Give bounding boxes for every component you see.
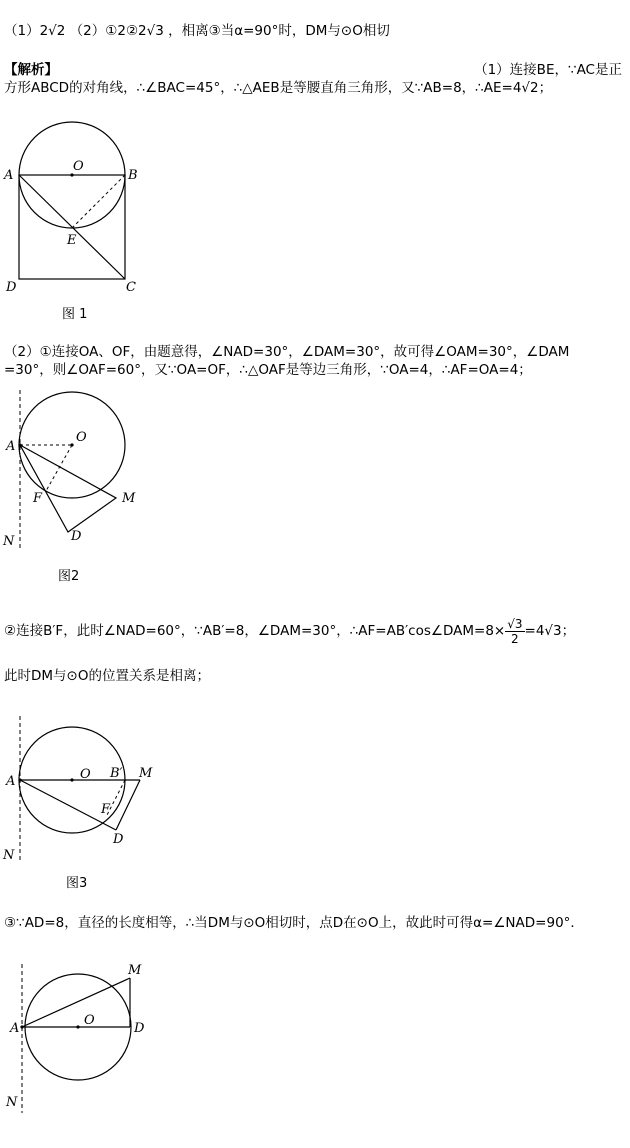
fig3-label-o: O: [80, 767, 91, 782]
fig4-label-o: O: [84, 1013, 95, 1028]
fig2-point-a: [18, 443, 21, 446]
part1-second-line: 方形ABCD的对角线，∴∠BAC=45°，∴△AEB是等腰直角三角形，又∵AB=8，∴AE=4√2；: [4, 80, 553, 96]
fig4-point-a: [20, 1025, 23, 1028]
answer-line: （1）2√2 （2）①2②2√3 ，相离③当α=90°时，DM与⊙O相切: [4, 23, 390, 39]
part2b-line: [4, 615, 626, 651]
fig3-label-a: A: [6, 774, 16, 789]
fig2-label-m: M: [122, 491, 136, 506]
part2b-suffix: =4√3；: [524, 623, 576, 639]
fig4-label-a: A: [10, 1021, 20, 1036]
fig1-caption: 图 1: [62, 307, 88, 322]
fig3-label-n: N: [3, 848, 15, 863]
fraction-sqrt3-over-2: [505, 617, 524, 646]
part2b-prefix: ②连接B′F，此时∠NAD=60°，∵AB′=8，∠DAM=30°，∴AF=AB′cos∠DAM=8×: [4, 623, 506, 639]
part1-first-line: （1）连接BE，∵AC是正: [474, 62, 622, 78]
figure-3: [0, 712, 170, 867]
fig3-label-d: D: [113, 832, 124, 847]
fig1-label-o: O: [73, 159, 84, 174]
fig1-diagonal-ac: [19, 175, 125, 279]
analysis-tag: 【解析】: [4, 62, 58, 78]
fig2-label-a: A: [6, 439, 16, 454]
part2-second-line: =30°，则∠OAF=60°，又∵OA=OF，∴△OAF是等边三角形，∵OA=4，∴AF=OA=4；: [4, 362, 532, 378]
fraction-numerator: √3: [507, 616, 523, 631]
part2-first-line: （2）①连接OA、OF，由题意得，∠NAD=30°，∠DAM=30°，故可得∠OAM=30°，∠DAM: [4, 344, 570, 360]
fig1-segment-be: [72, 175, 125, 228]
figure-1: [0, 115, 160, 320]
fig4-label-d: D: [134, 1021, 145, 1036]
fig1-label-e: E: [67, 233, 77, 248]
fig1-label-d: D: [6, 280, 17, 295]
fig3-center-dot: [70, 778, 73, 781]
part3-line: ③∵AD=8，直径的长度相等，∴当DM与⊙O相切时，点D在⊙O上，故此时可得α=∠NAD=90°．: [4, 915, 584, 931]
fig2-label-o: O: [76, 430, 87, 445]
fig2-label-f: F: [33, 491, 43, 506]
fig2-segment-of: [46, 445, 72, 491]
fig2-label-n: N: [3, 534, 15, 549]
fig4-segment-am: [22, 978, 130, 1027]
fig3-segment-md: [116, 780, 140, 830]
fig3-point-a: [18, 778, 21, 781]
fig4-center-dot: [76, 1025, 79, 1028]
figure-2: [0, 385, 160, 555]
fig1-label-c: C: [126, 280, 136, 295]
fig3-label-f: F: [101, 802, 111, 817]
fig4-label-n: N: [6, 1095, 18, 1110]
fig3-label-m: M: [139, 766, 153, 781]
figure-4: [0, 958, 170, 1118]
fig3-label-b1: B′: [110, 766, 123, 781]
fig1-label-b: B: [128, 168, 138, 183]
fig3-caption: 图3: [66, 876, 88, 891]
fig2-caption: 图2: [58, 569, 80, 584]
fig2-label-d: D: [71, 529, 82, 544]
fraction-denominator: 2: [511, 631, 519, 646]
fig1-label-a: A: [4, 168, 14, 183]
fig2-center-dot: [70, 443, 73, 446]
part2b-second-line: 此时DM与⊙O的位置关系是相离；: [4, 668, 210, 684]
fig4-label-m: M: [128, 963, 142, 978]
